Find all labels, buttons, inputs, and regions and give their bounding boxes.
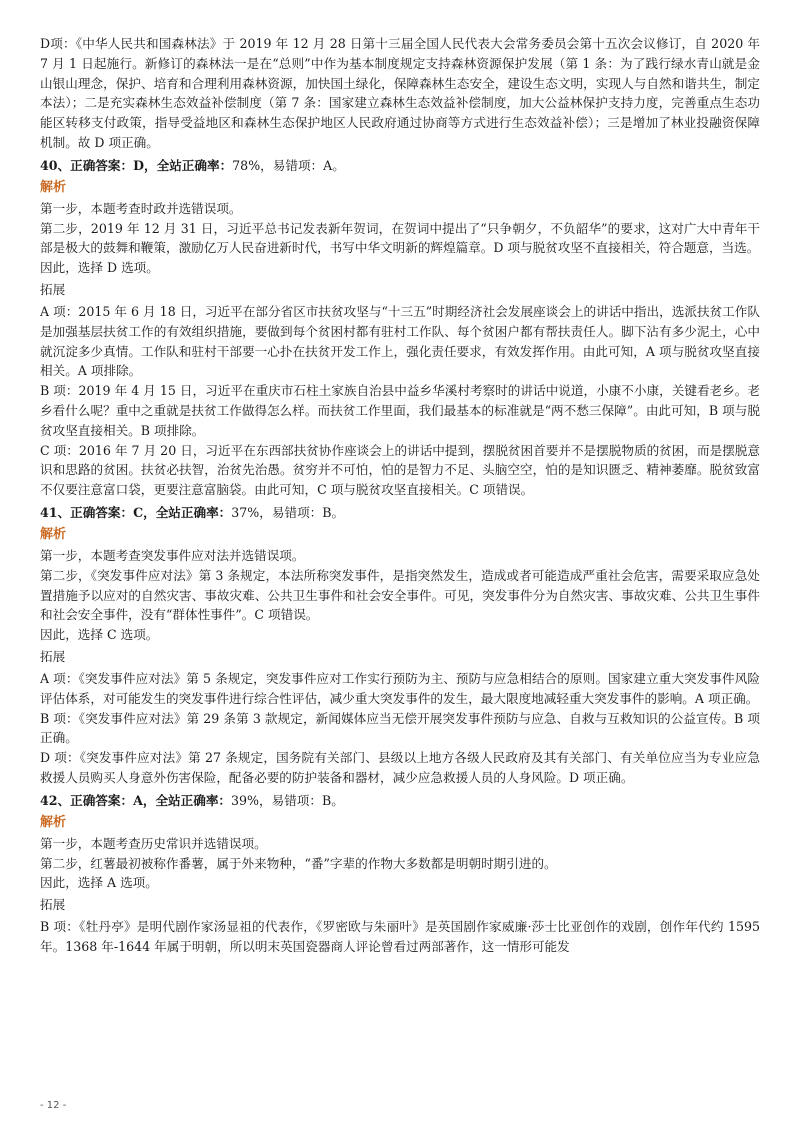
q42-error: ，易错项：B。 — [259, 792, 344, 808]
q40-analysis-heading: 解析 — [40, 179, 67, 195]
q41-option-b: B 项：《突发事件应对法》第 29 条第 3 款规定，新闻媒体应当无偿开展突发事件预防与应急、自救与互救知识的公益宣传。B 项正确。 — [40, 710, 760, 746]
q41-step2: 第二步，《突发事件应对法》第 3 条规定，本法所称突发事件，是指突然发生，造成或者可能造成严重社会危害，需要采取应急处置措施予以应对的自然灾害、事故灾难、公共卫生事件和社会安全事件。可见，突发事件分为自然灾害、事故灾难、公共卫生事件和社会安全事件，没有“群体性事件”。C 项错误。 — [40, 567, 760, 623]
q40-rate: 78% — [232, 157, 261, 173]
q40-error: ，易错项：A。 — [260, 157, 345, 173]
q41-option-d: D 项：《突发事件应对法》第 27 条规定，国务院有关部门、县级以上地方各级人民政府及其有关部门、有关单位应当为专业应急救援人员购买人身意外伤害保险，配备必要的防护装备和器材，减少应急救援人员的人身风险。D 项正确。 — [40, 750, 760, 785]
q42-step2: 第二步，红薯最初被称作番薯，属于外来物种，“番”字辈的作物大多数都是明朝时期引进的。 — [40, 855, 557, 871]
q42-extension-heading: 拓展 — [40, 897, 66, 913]
q41-analysis-heading: 解析 — [40, 526, 67, 542]
q42-rate: 39% — [231, 792, 260, 808]
q40-conclusion: 因此，选择 D 选项。 — [40, 260, 159, 276]
page-number: - 12 - — [40, 1100, 67, 1111]
q40-step1: 第一步，本题考查时政并选错误项。 — [40, 200, 242, 216]
q41-step1: 第一步，本题考查突发事件应对法并选错误项。 — [40, 547, 305, 563]
q42-analysis-heading: 解析 — [40, 814, 67, 830]
q41-answer-line — [40, 502, 760, 524]
q42-answer-line — [40, 790, 760, 812]
q41-error: ，易错项：B。 — [259, 504, 345, 520]
q42-conclusion: 因此，选择 A 选项。 — [40, 875, 158, 891]
q39-option-d: D项：《中华人民共和国森林法》于 2019 年 12 月 28 日第十三届全国人民代表大会常务委员会第十五次会议修订，自 2020 年 7 月 1 日起施行。新修订的森林法一是在“总则”中作为基本制度规定支持森林资源保护发展（第 1 条：为了践行绿水青山就是金山银山理念，保护、培育和合理利用森林资源，加快国土绿化，保障森林生态安全，建设生态文明，实现人与自然和谐共生，制定本法）；二是充实森林生态效益补偿制度（第 7 条：国家建立森林生态效益补偿制度，加大公益林保护支持力度，完善重点生态功能区转移支付政策，指导受益地区和森林生态保护地区人民政府通过协商等方式进行生态效益补偿）；三是增加了林业投融资保障机制。故 D 项正确。 — [40, 36, 760, 150]
q40-option-c: C 项：2016 年 7 月 20 日，习近平在东西部扶贫协作座谈会上的讲话中提到，摆脱贫困首要并不是摆脱物质的贫困，而是摆脱意识和思路的贫困。扶贫必扶智，治贫先治愚。贫穷并不可怕，怕的是智力不足、头脑空空，怕的是知识匮乏、精神萎靡。脱贫致富不仅要注意富口袋，更要注意富脑袋。由此可知，C 项与脱贫攻坚直接相关。C 项错误。 — [40, 442, 760, 498]
q41-conclusion: 因此，选择 C 选项。 — [40, 627, 159, 643]
q42-option-b: B 项：《牡丹亭》是明代剧作家汤显祖的代表作，《罗密欧与朱丽叶》是英国剧作家威廉·莎士比亚创作的戏剧，创作年代约 1595 年。1368 年-1644 年属于明朝，所以明末英国瓷器商人评论曾看过两部著作，这一情形可能发 — [40, 919, 760, 954]
q41-extension-heading: 拓展 — [40, 648, 66, 664]
page-content — [40, 34, 760, 957]
q41-answer: 41、正确答案：C，全站正确率： — [40, 504, 232, 520]
q42-answer: 42、正确答案：A，全站正确率： — [40, 792, 232, 808]
q40-option-b: B 项：2019 年 4 月 15 日，习近平在重庆市石柱土家族自治县中益乡华溪村考察时的讲话中说道，小康不小康，关键看老乡。老乡看什么呢？重中之重就是扶贫工作做得怎么样。而扶贫工作里面，我们最基本的标准就是“两不愁三保障”。由此可知，B 项与脱贫攻坚直接相关。B 项排除。 — [40, 383, 760, 438]
q40-answer-line — [40, 155, 760, 177]
q40-extension-heading: 拓展 — [40, 281, 66, 297]
q40-option-a: A 项：2015 年 6 月 18 日，习近平在部分省区市扶贫攻坚与“十三五”时期经济社会发展座谈会上的讲话中指出，选派扶贫工作队是加强基层扶贫工作的有效组织措施，要做到每个贫困村都有驻村工作队、每个贫困户都有帮扶责任人。脚下沾有多少泥土，心中就沉淀多少真情。工作队和驻村干部要一心扑在扶贫开发工作上，强化责任要求，有效发挥作用。由此可知，A 项与脱贫攻坚直接相关。A 项排除。 — [40, 303, 760, 379]
q41-option-a: A 项：《突发事件应对法》第 5 条规定，突发事件应对工作实行预防为主、预防与应急相结合的原则。国家建立重大突发事件风险评估体系，对可能发生的突发事件进行综合性评估，减少重大突发事件的发生，最大限度地减轻重大突发事件的影响。A 项正确。 — [40, 670, 760, 706]
q42-step1: 第一步，本题考查历史常识并选错误项。 — [40, 835, 267, 851]
q40-answer: 40、正确答案：D，全站正确率： — [40, 157, 233, 173]
q41-rate: 37% — [231, 504, 260, 520]
q40-step2: 第二步，2019 年 12 月 31 日，习近平总书记发表新年贺词，在贺词中提出了“只争朝夕，不负韶华”的要求，这对广大中青年干部是极大的鼓舞和鞭策，激励亿万人民奋进新时代，书写中华文明新的辉煌篇章。D 项与脱贫攻坚不直接相关，符合题意，当选。 — [40, 220, 760, 256]
